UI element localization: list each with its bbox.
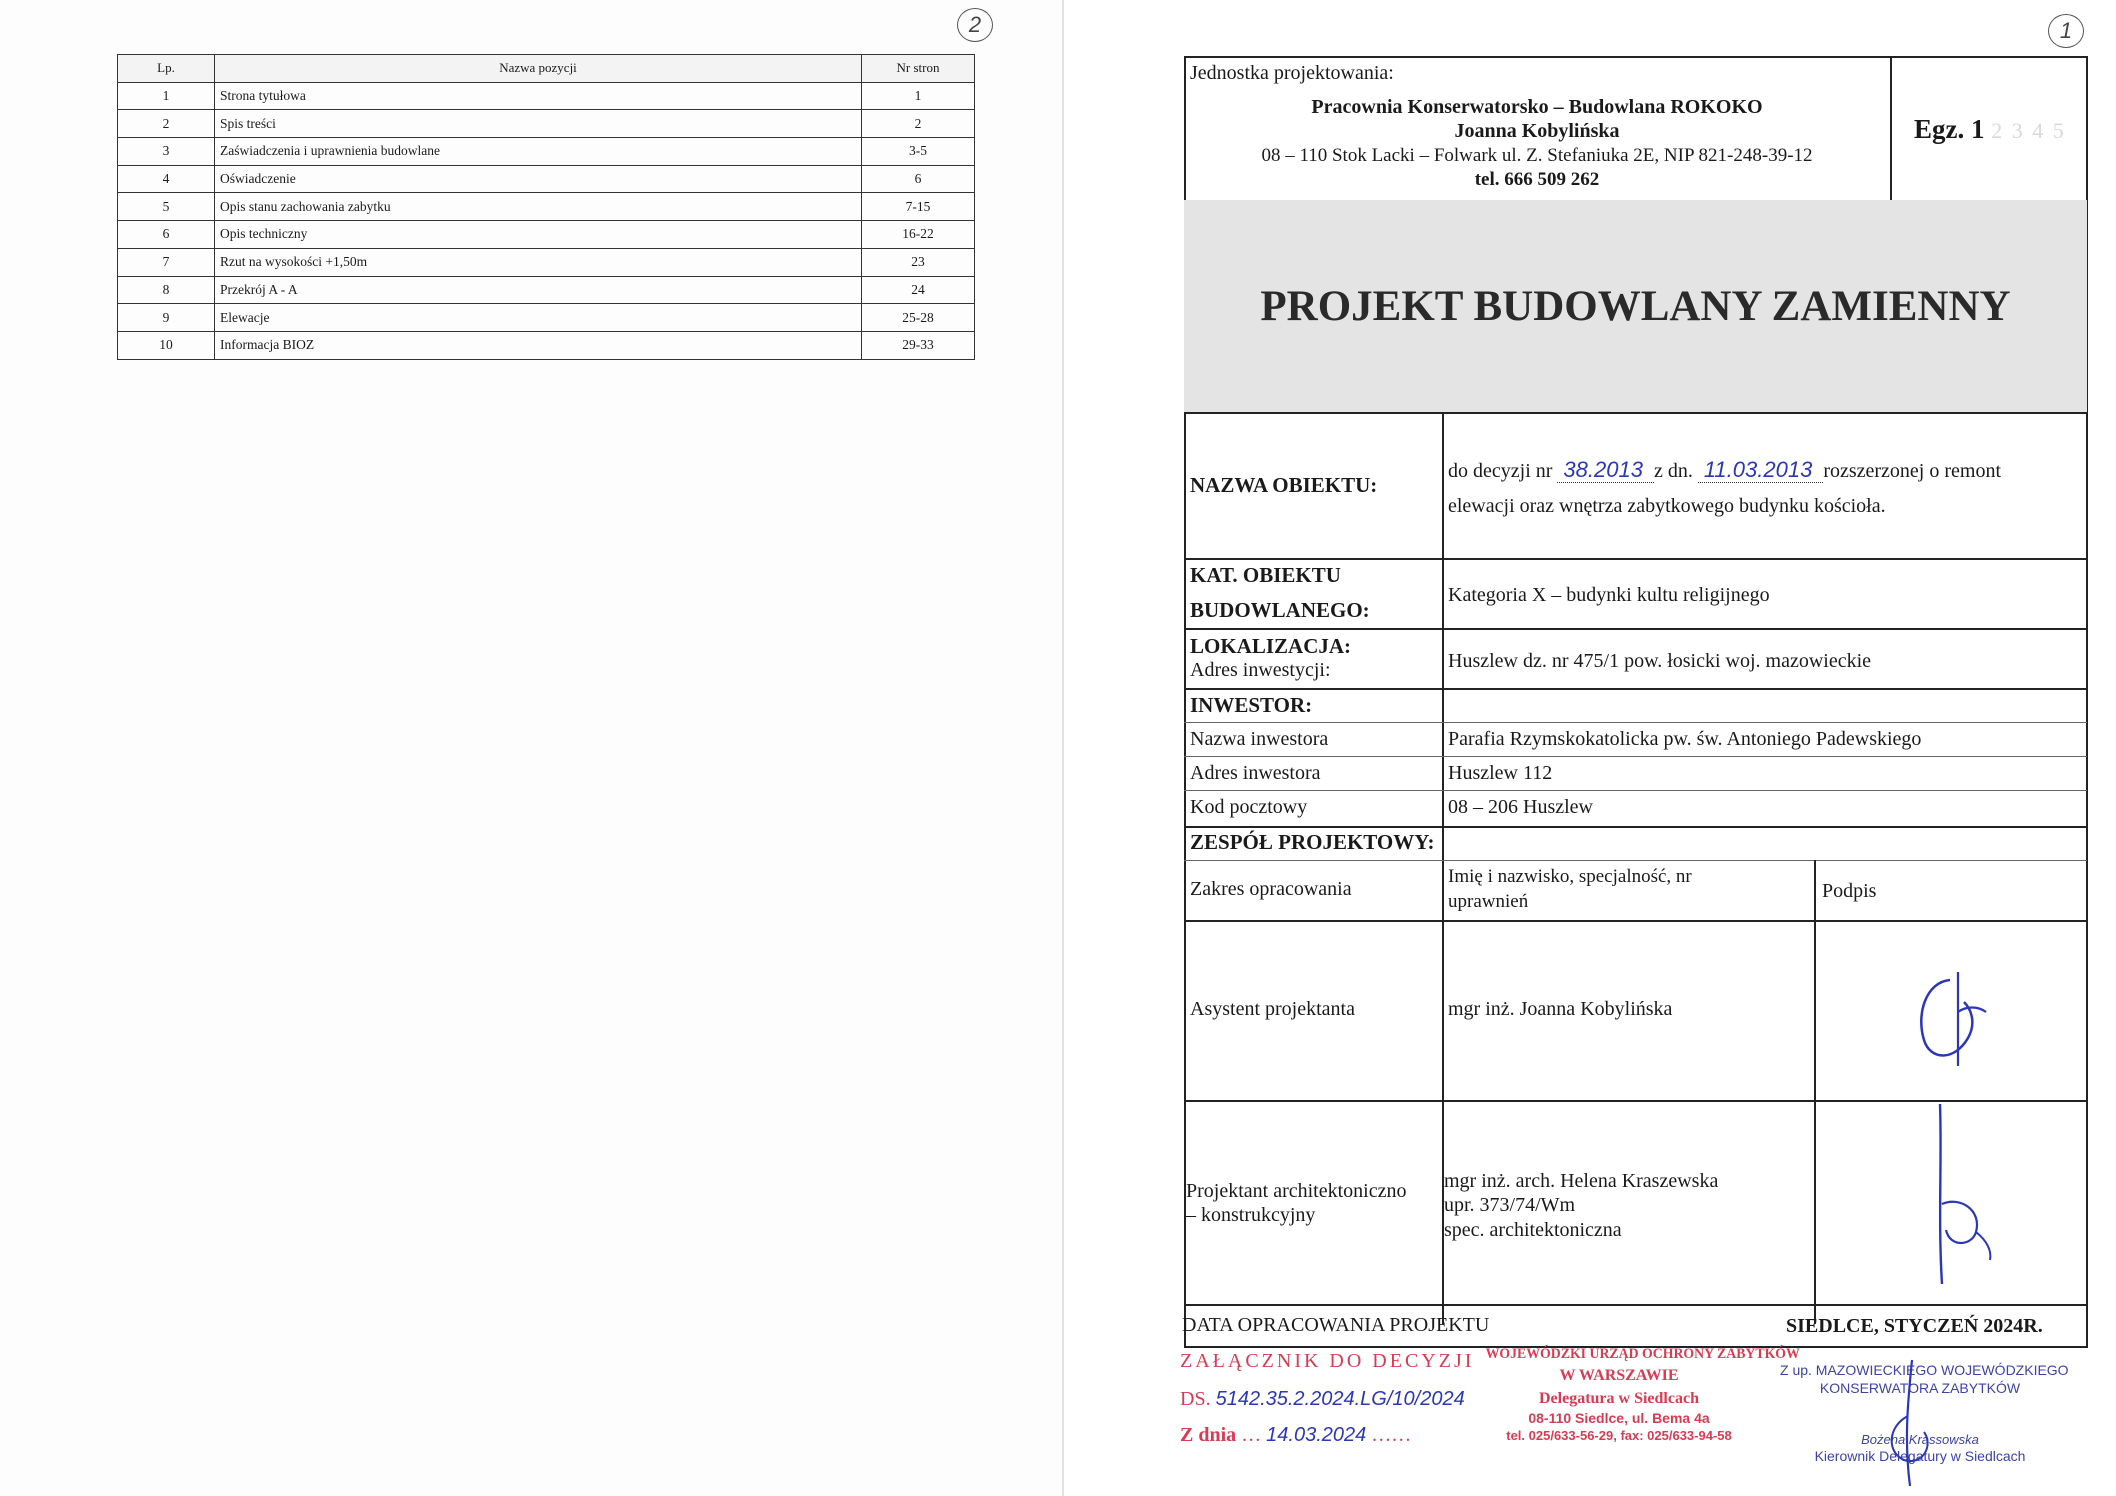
object-name-line2: elewacji oraz wnętrza zabytkowego budynku kościoła. — [1448, 495, 1886, 517]
toc-header-lp: Lp. — [118, 55, 215, 83]
approval-stamp-line2: KONSERWATORA ZABYTKÓW — [1819, 1380, 2021, 1396]
office-phone: tel. 666 509 262 — [1474, 169, 1600, 190]
object-row-bottom — [1184, 558, 2087, 560]
member1-role: Asystent projektanta — [1190, 998, 1355, 1020]
toc-pages: 29-33 — [862, 331, 975, 359]
approval-stamp-line4: Kierownik Delegatury w Siedlcach — [1814, 1448, 2026, 1464]
project-title: PROJEKT BUDOWLANY ZAMIENNY — [1260, 283, 2011, 330]
investor-row1-bottom — [1184, 756, 2087, 757]
member2-role-2: – konstrukcyjny — [1186, 1204, 1316, 1226]
category-value: Kategoria X – budynki kultu religijnego — [1448, 584, 1770, 606]
office-stamp-line5: tel. 025/633-56-29, fax: 025/633-94-58 — [1506, 1428, 1732, 1443]
design-unit-label: Jednostka projektowania: — [1190, 62, 1394, 84]
toc-item-name: Informacja BIOZ — [215, 331, 862, 359]
toc-pages: 24 — [862, 276, 975, 304]
toc-item-name: Strona tytułowa — [215, 82, 862, 110]
investor-label: INWESTOR: — [1190, 693, 1313, 717]
team-col-scope: Zakres opracowania — [1190, 878, 1352, 900]
toc-pages: 2 — [862, 110, 975, 138]
signature-col-divider — [1814, 860, 1816, 1324]
toc-pages: 7-15 — [862, 193, 975, 221]
office-name: Pracownia Konserwatorsko – Budowlana ROKOKO — [1311, 96, 1763, 118]
team-header-bottom — [1184, 860, 2087, 861]
decision-date: 11.03.2013 — [1703, 457, 1813, 482]
investor-header-bottom — [1184, 722, 2087, 723]
investor-field-label: Nazwa inwestora — [1190, 728, 1329, 750]
team-col-signature: Podpis — [1822, 880, 1877, 902]
toc-row — [118, 276, 975, 304]
approval-stamp-line1: Z up. MAZOWIECKIEGO WOJEWÓDZKIEGO — [1780, 1362, 2069, 1378]
office-stamp-line1: WOJEWÓDZKI URZĄD OCHRONY ZABYTKÓW — [1485, 1346, 1800, 1362]
office-stamp-line2: W WARSZAWIE — [1559, 1367, 1679, 1384]
toc-header-pages: Nr stron — [862, 55, 975, 83]
toc-item-name: Oświadczenie — [215, 165, 862, 193]
toc-row — [118, 193, 975, 221]
toc-pages: 23 — [862, 248, 975, 276]
category-row-bottom — [1184, 628, 2087, 630]
object-name-line1: do decyzji nr 38.2013 z dn. 11.03.2013 rozszerzonej o remont — [1448, 457, 2002, 482]
team-col-name-1: Imię i nazwisko, specjalność, nr — [1448, 866, 1692, 887]
member2-bottom — [1184, 1304, 2087, 1306]
investor-field-value: Parafia Rzymskokatolicka pw. św. Antoniego Padewskiego — [1448, 728, 1922, 750]
toc-lp: 1 — [118, 82, 215, 110]
toc-row — [118, 110, 975, 138]
toc-lp: 3 — [118, 138, 215, 166]
toc-item-name: Spis treści — [215, 110, 862, 138]
toc-row — [118, 221, 975, 249]
attachment-stamp-line2: DS. 5142.35.2.2024.LG/10/2024 — [1180, 1388, 1465, 1410]
investor-field-value: Huszlew 112 — [1448, 762, 1553, 784]
copy-number-faint: 2 3 4 5 — [1991, 118, 2066, 143]
member1-name: mgr inż. Joanna Kobylińska — [1448, 998, 1673, 1020]
toc-item-name: Rzut na wysokości +1,50m — [215, 248, 862, 276]
location-sublabel: Adres inwestycji: — [1190, 659, 1331, 681]
investor-field-label: Kod pocztowy — [1190, 796, 1308, 818]
office-stamp-line3: Delegatura w Siedlcach — [1539, 1390, 1699, 1407]
decision-number: 38.2013 — [1563, 457, 1643, 482]
team-cols-bottom — [1184, 920, 2087, 922]
attachment-stamp-line3: Z dnia … 14.03.2024 …… — [1180, 1424, 1412, 1446]
frame-top — [1184, 56, 2087, 58]
toc-pages: 25-28 — [862, 304, 975, 332]
toc-pages: 1 — [862, 82, 975, 110]
object-name-label: NAZWA OBIEKTU: — [1190, 473, 1378, 497]
page-number-right: 1 — [2048, 14, 2084, 48]
toc-pages: 3-5 — [862, 138, 975, 166]
category-label-1: KAT. OBIEKTU — [1190, 563, 1341, 587]
approval-stamp-line3: Bożena Krassowska — [1861, 1432, 1979, 1447]
toc-item-name: Opis stanu zachowania zabytku — [215, 193, 862, 221]
office-address: 08 – 110 Stok Lacki – Folwark ul. Z. Stefaniuka 2E, NIP 821-248-39-12 — [1261, 145, 1813, 166]
toc-lp: 5 — [118, 193, 215, 221]
decision-number-dots — [1557, 457, 1654, 483]
toc-lp: 8 — [118, 276, 215, 304]
investor-field-value: 08 – 206 Huszlew — [1448, 796, 1593, 818]
copy-number: Egz. 1 2 3 4 5 — [1914, 114, 2066, 144]
attachment-stamp-line1: ZAŁĄCZNIK DO DECYZJI — [1180, 1350, 1475, 1372]
toc-pages: 16-22 — [862, 221, 975, 249]
location-label: LOKALIZACJA: — [1190, 634, 1352, 658]
toc-pages: 6 — [862, 165, 975, 193]
page-number-left: 2 — [957, 8, 993, 42]
investor-row2-bottom — [1184, 790, 2087, 791]
toc-lp: 4 — [118, 165, 215, 193]
toc-lp: 2 — [118, 110, 215, 138]
copy-divider — [1890, 56, 1892, 200]
investor-field-label: Adres inwestora — [1190, 762, 1321, 784]
member2-role-1: Projektant architektoniczno — [1186, 1180, 1407, 1202]
toc-lp: 9 — [118, 304, 215, 332]
signature-kraszewska — [1920, 1100, 2004, 1288]
team-label: ZESPÓŁ PROJEKTOWY: — [1190, 830, 1435, 854]
toc-row — [118, 304, 975, 332]
attachment-date: 14.03.2024 — [1266, 1424, 1367, 1446]
member2-license: upr. 373/74/Wm — [1444, 1194, 1576, 1216]
toc-item-name: Przekrój A - A — [215, 276, 862, 304]
toc-row — [118, 248, 975, 276]
toc-item-name: Opis techniczny — [215, 221, 862, 249]
decision-date-dots — [1698, 457, 1823, 483]
attachment-date-dots: … — [1241, 1424, 1262, 1446]
table-of-contents — [117, 54, 975, 360]
toc-row — [118, 331, 975, 359]
toc-item-name: Elewacje — [215, 304, 862, 332]
signature-kobylinska — [1906, 966, 1998, 1072]
investor-row3-bottom — [1184, 826, 2087, 828]
team-col-name-2: uprawnień — [1448, 891, 1529, 912]
toc-lp: 7 — [118, 248, 215, 276]
band-bottom — [1184, 412, 2087, 414]
toc-row — [118, 165, 975, 193]
office-owner: Joanna Kobylińska — [1454, 120, 1620, 142]
signature-krassowska — [1878, 1356, 1948, 1490]
toc-item-name: Zaświadczenia i uprawnienia budowlane — [215, 138, 862, 166]
toc-body — [118, 82, 975, 359]
place-and-date: SIEDLCE, STYCZEŃ 2024R. — [1786, 1315, 2043, 1337]
toc-row — [118, 138, 975, 166]
member2-name: mgr inż. arch. Helena Kraszewska — [1444, 1170, 1719, 1192]
location-value: Huszlew dz. nr 475/1 pow. łosicki woj. mazowieckie — [1448, 650, 1872, 672]
attachment-case-number: 5142.35.2.2024.LG/10/2024 — [1215, 1388, 1465, 1410]
toc-header-row — [118, 55, 975, 83]
project-date-label: DATA OPRACOWANIA PROJEKTU — [1182, 1314, 1490, 1336]
office-stamp-line4: 08-110 Siedlce, ul. Bema 4a — [1528, 1410, 1710, 1426]
toc-lp: 6 — [118, 221, 215, 249]
location-row-bottom — [1184, 688, 2087, 690]
category-label-2: BUDOWLANEGO: — [1190, 598, 1370, 622]
toc-lp: 10 — [118, 331, 215, 359]
member2-spec: spec. architektoniczna — [1444, 1219, 1622, 1241]
toc-row — [118, 82, 975, 110]
toc-header-name: Nazwa pozycji — [215, 55, 862, 83]
